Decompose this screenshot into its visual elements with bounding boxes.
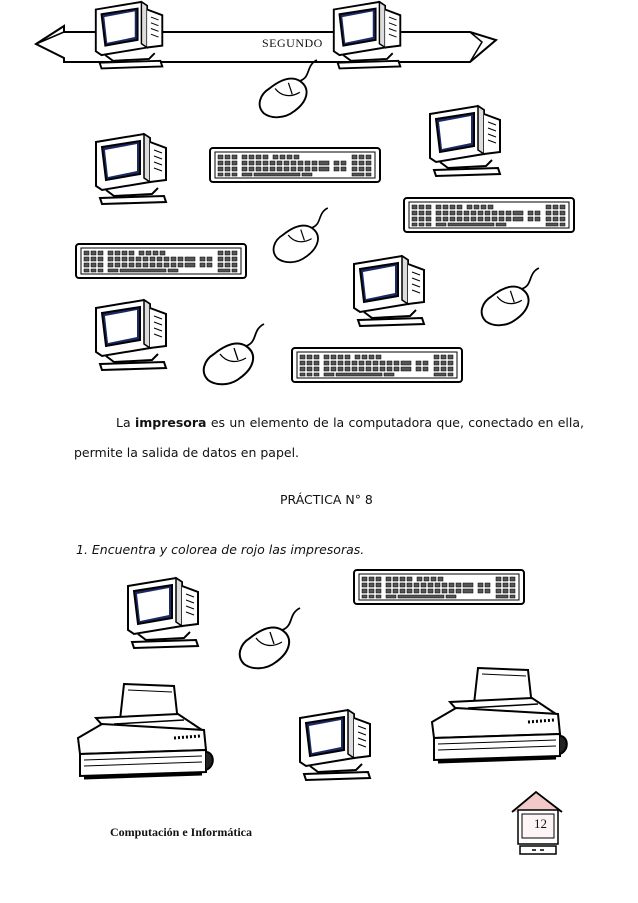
- banner-text: SEGUNDO: [262, 36, 323, 50]
- monitor-icon: [300, 710, 370, 780]
- monitor-icon: [128, 578, 198, 648]
- intro-paragraph-line2: permite la salida de datos en papel.: [74, 445, 300, 460]
- mouse-icon: [482, 268, 539, 325]
- printer-icon: [432, 668, 567, 762]
- keyboard-icon: [210, 148, 380, 182]
- intro-word-before: La: [116, 415, 135, 430]
- monitor-icon: [96, 300, 166, 370]
- keyboard-icon: [292, 348, 462, 382]
- keyboard-icon: [354, 570, 524, 604]
- monitor-icon: [96, 134, 166, 204]
- monitor-icon: [354, 256, 424, 326]
- keyboard-icon: [404, 198, 574, 232]
- intro-text-after: es un elemento de la computadora que, conectado en ella,: [206, 415, 584, 430]
- page-number: 12: [534, 816, 547, 831]
- monitor-icon: [430, 106, 500, 176]
- mouse-icon: [240, 608, 300, 668]
- practice-title: PRÁCTICA N° 8: [280, 492, 373, 507]
- keyboard-icon: [76, 244, 246, 278]
- practice-question: 1. Encuentra y colorea de rojo las impresoras.: [76, 542, 365, 557]
- mouse-icon: [204, 324, 264, 384]
- intro-highlight: impresora: [134, 415, 207, 430]
- footer-label: Computación e Informática: [110, 825, 252, 839]
- mouse-icon: [260, 60, 317, 117]
- mouse-icon: [274, 208, 328, 262]
- printer-icon: [78, 684, 213, 778]
- intro-paragraph-line1: [74, 414, 584, 432]
